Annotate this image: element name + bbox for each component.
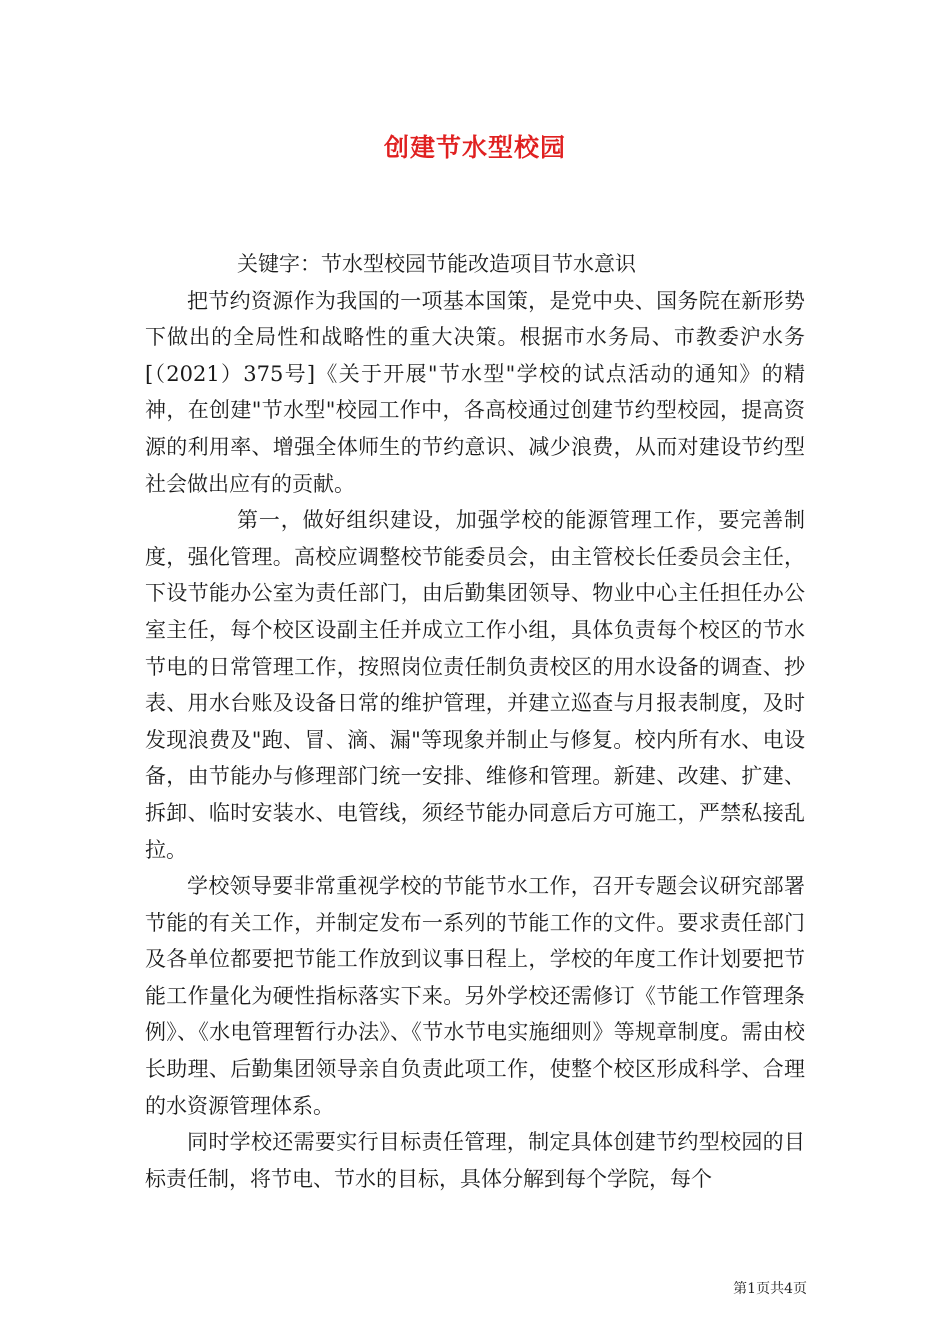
page-number: 第1页共4页 (733, 1281, 807, 1297)
paragraph-2: 第一，做好组织建设，加强学校的能源管理工作，要完善制度，强化管理。高校应调整校节能委员会，由主管校长任委员会主任，下设节能办公室为责任部门，由后勤集团领导、物业中心主任担任办公室主任，每个校区设副主任并成立工作小组，具体负责每个校区的节水节电的日常管理工作，按照岗位责任制负责校区的用水设备的调查、抄表、用水台账及设备日常的维护管理，并建立巡查与月报表制度，及时发现浪费及"跑、冒、滴、漏"等现象并制止与修复。校内所有水、电设备，由节能办与修理部门统一安排、维修和管理。新建、改建、扩建、拆卸、临时安装水、电管线，须经节能办同意后方可施工，严禁私接乱拉。 (145, 508, 805, 862)
paragraph-1: 把节约资源作为我国的一项基本国策，是党中央、国务院在新形势下做出的全局性和战略性的重大决策。根据市水务局、市教委沪水务[（2021）375号]《关于开展"节水型"学校的试点活动的通知》的精神，在创建"节水型"校园工作中，各高校通过创建节约型校园，提高资源的利用率、增强全体师生的节约意识、减少浪费，从而对建设节约型社会做出应有的贡献。 (145, 288, 805, 496)
keywords-line: 关键字：节水型校园节能改造项目节水意识 (237, 252, 636, 276)
paragraph-3: 学校领导要非常重视学校的节能节水工作，召开专题会议研究部署节能的有关工作，并制定发布一系列的节能工作的文件。要求责任部门及各单位都要把节能工作放到议事日程上，学校的年度工作计划要把节能工作量化为硬性指标落实下来。另外学校还需修订《节能工作管理条例》、《水电管理暂行办法》、《节水节电实施细则》等规章制度。需由校长助理、后勤集团领导亲自负责此项工作，使整个校区形成科学、合理的水资源管理体系。 (145, 874, 805, 1118)
paragraph-4: 同时学校还需要实行目标责任管理，制定具体创建节约型校园的目标责任制，将节电、节水的目标，具体分解到每个学院，每个 (145, 1130, 805, 1191)
document-title: 创建节水型校园 (383, 133, 566, 162)
document-body (145, 246, 805, 1197)
